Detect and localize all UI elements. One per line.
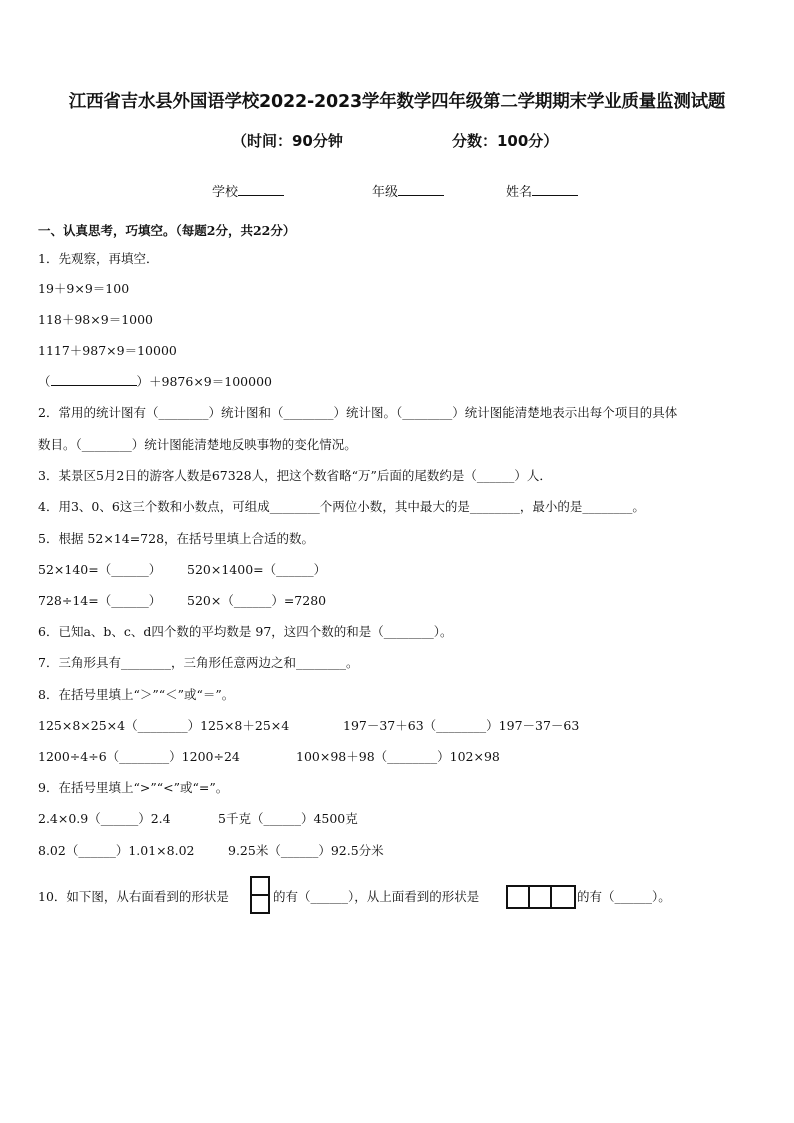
- question-8-stem: 8．在括号里填上“＞”“＜”或“＝”。: [38, 687, 235, 702]
- answer-blank[interactable]: [51, 373, 137, 386]
- question-10-part-1: 10．如下图，从右面看到的形状是: [38, 889, 229, 904]
- question-9-b: 5千克（______）4500克: [218, 811, 358, 826]
- exam-title: 江西省吉水县外国语学校2022-2023学年数学四年级第二学期期末学业质量监测试题: [68, 92, 726, 112]
- question-4: 4．用3、0、6这三个数和小数点，可组成________个两位小数，其中最大的是________，最小的是________。: [38, 499, 645, 514]
- grade-field: [372, 181, 444, 200]
- school-blank[interactable]: [238, 183, 284, 196]
- question-7: 7．三角形具有________，三角形任意两边之和________。: [38, 655, 359, 670]
- question-1-line-4-rest: ）＋9876×9＝100000: [136, 374, 272, 389]
- question-1-line-3: 1117＋987×9＝10000: [38, 343, 177, 358]
- question-1-stem: 1．先观察，再填空．: [38, 251, 159, 266]
- question-6: 6．已知a、b、c、d四个数的平均数是 97，这四个数的和是（________）。: [38, 624, 453, 639]
- question-8-d: 100×98＋98（________）102×98: [296, 749, 500, 764]
- question-5-a: 52×140=（______）: [38, 562, 162, 577]
- section-heading: 一、认真思考，巧填空。（每题2分，共22分）: [38, 223, 296, 238]
- question-5-b: 520×1400=（______）: [187, 562, 327, 577]
- name-blank[interactable]: [532, 183, 578, 196]
- question-10-part-2: 的有（______），从上面看到的形状是: [273, 889, 480, 904]
- question-1-line-2: 118＋98×9＝1000: [38, 312, 154, 327]
- question-9-d: 9.25米（______）92.5分米: [228, 843, 384, 858]
- question-1-line-4: [38, 373, 272, 391]
- top-view-shape-icon: [506, 885, 576, 909]
- question-2-line-1: 2．常用的统计图有（________）统计图和（________）统计图。（________）统计图能清楚地表示出每个项目的具体: [38, 405, 678, 420]
- school-field: [212, 181, 284, 200]
- question-9-c: 8.02（______）1.01×8.02: [38, 843, 195, 858]
- name-label: 姓名: [506, 185, 533, 200]
- school-label: 学校: [212, 185, 239, 200]
- question-8-c: 1200÷4÷6（________）1200÷24: [38, 749, 240, 764]
- question-10-part-3: 的有（______）。: [577, 889, 671, 904]
- exam-time: （时间：90分钟: [232, 132, 343, 150]
- question-5-d: 520×（______）=7280: [187, 593, 327, 608]
- question-8-b: 197－37＋63（________）197－37－63: [343, 718, 580, 733]
- question-8-a: 125×8×25×4（________）125×8＋25×4: [38, 718, 290, 733]
- question-9-stem: 9．在括号里填上“>”“<”或“=”。: [38, 780, 229, 795]
- right-view-shape-icon: [250, 876, 270, 914]
- grade-blank[interactable]: [398, 183, 444, 196]
- paren-open: （: [38, 374, 51, 389]
- grade-label: 年级: [372, 185, 399, 200]
- question-5-stem: 5．根据 52×14=728，在括号里填上合适的数。: [38, 531, 315, 546]
- exam-score: 分数：100分）: [452, 132, 559, 150]
- question-9-a: 2.4×0.9（______）2.4: [38, 811, 171, 826]
- question-1-line-1: 19＋9×9＝100: [38, 281, 130, 296]
- name-field: [506, 181, 578, 200]
- question-2-line-2: 数目。（________）统计图能清楚地反映事物的变化情况。: [38, 437, 357, 452]
- question-5-c: 728÷14=（______）: [38, 593, 162, 608]
- question-3: 3．某景区5月2日的游客人数是67328人，把这个数省略“万”后面的尾数约是（______）人．: [38, 468, 552, 483]
